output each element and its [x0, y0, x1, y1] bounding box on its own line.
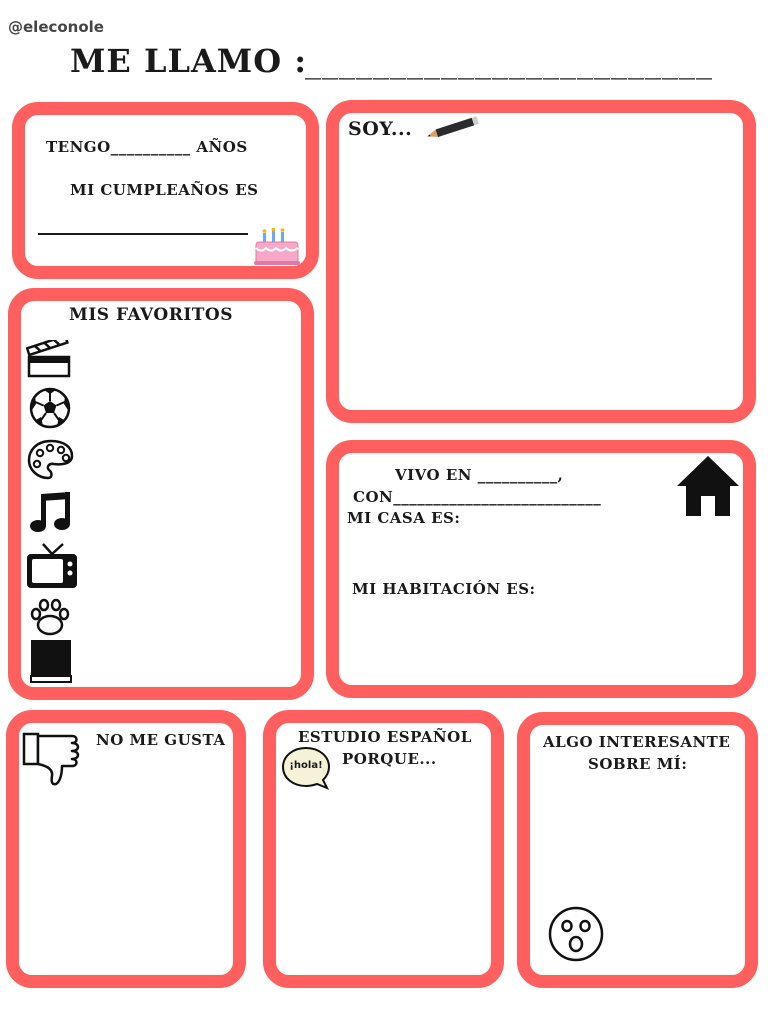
age-label: TENGO__________ AÑOS: [46, 138, 248, 156]
book-icon: [28, 638, 74, 684]
birthday-cake-icon: [252, 228, 302, 266]
mi-casa-label: MI CASA ES:: [347, 509, 461, 527]
mi-habitacion-label: MI HABITACIÓN ES:: [352, 580, 536, 598]
interesante-label-line2: SOBRE MÍ:: [588, 755, 688, 773]
birthday-label: MI CUMPLEAÑOS ES: [70, 181, 259, 199]
hola-speech-bubble-icon: [281, 746, 329, 788]
favoritos-title: MIS FAVORITOS: [69, 305, 234, 325]
palette-icon: [26, 438, 76, 482]
tv-icon: [25, 542, 79, 590]
clapperboard-icon: [26, 340, 72, 378]
estudio-label-line1: ESTUDIO ESPAÑOL: [298, 728, 472, 746]
con-label: CON__________________________: [353, 488, 602, 506]
author-handle: @eleconole: [8, 18, 104, 36]
birthday-blank-line[interactable]: [38, 233, 248, 235]
house-icon: [675, 454, 741, 518]
soy-label: SOY...: [348, 118, 413, 140]
hola-text: ¡hola!: [289, 760, 323, 771]
thumbs-down-icon: [22, 730, 92, 786]
interesante-label-line1: ALGO INTERESANTE: [543, 733, 731, 751]
page-title: ME LLAMO :: [70, 42, 308, 80]
name-blank[interactable]: ________________________: [305, 42, 713, 80]
estudio-label-line2: PORQUE...: [342, 750, 437, 768]
soccer-ball-icon: [28, 386, 72, 430]
surprised-face-icon: [547, 906, 605, 962]
pencil-icon: [424, 115, 482, 141]
paw-icon: [28, 598, 72, 636]
music-note-icon: [28, 490, 74, 534]
no-gusta-label: NO ME GUSTA: [96, 731, 226, 749]
soy-box: [326, 100, 756, 423]
vivo-en-label: VIVO EN __________,: [395, 466, 564, 484]
